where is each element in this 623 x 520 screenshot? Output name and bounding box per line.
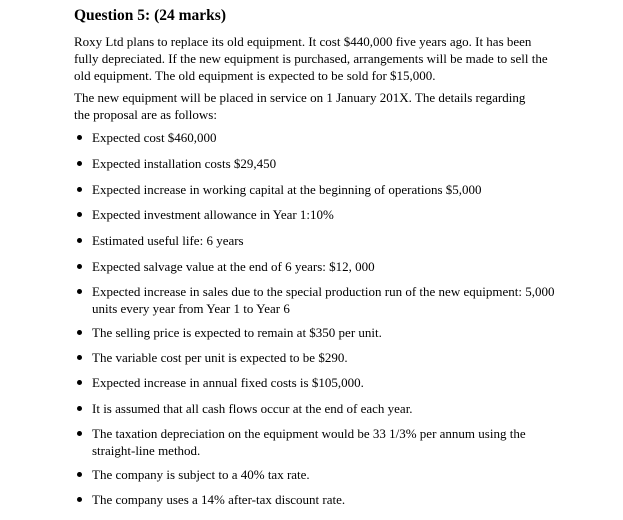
list-item-text: Expected investment allowance in Year 1:10% [92,207,334,222]
bullet-icon [77,289,82,294]
list-item-text: The taxation depreciation on the equipment would be 33 1/3% per annum using the straight-line method. [92,426,526,458]
list-item-text: Estimated useful life: 6 years [92,233,244,248]
bullet-icon [77,380,82,385]
list-item-text: Expected increase in annual fixed costs is $105,000. [92,375,364,390]
bullet-icon [77,264,82,269]
list-item-text: The selling price is expected to remain at $350 per unit. [92,325,382,340]
intro-paragraph: Roxy Ltd plans to replace its old equipment. It cost $440,000 five years ago. It has been fully depreciated. If the new equipment is purchased, arrangements will be made to sell the old equipment. The old equipment is expected to be sold for $15,000. [74,34,548,83]
bullet-icon [77,187,82,192]
list-item-text: The variable cost per unit is expected to be $290. [92,350,348,365]
bullet-icon [77,238,82,243]
list-item-text: The company uses a 14% after-tax discount rate. [92,492,346,507]
bullet-icon [77,330,82,335]
list-item-text: Expected salvage value at the end of 6 years: $12, 000 [92,259,375,274]
bullet-icon [77,472,82,477]
list-item-text: Expected increase in sales due to the special production run of the new equipment: 5,000 units every year from Year 1 to Year 6 [92,284,555,316]
bullet-icon [77,355,82,360]
list-item-text: It is assumed that all cash flows occur at the end of each year. [92,401,413,416]
bullet-icon [77,497,82,502]
list-item-text: The company is subject to a 40% tax rate. [92,467,310,482]
bullet-icon [77,431,82,436]
question-title: Question 5: (24 marks) [74,7,226,24]
details-paragraph: The new equipment will be placed in service on 1 January 201X. The details regarding the proposal are as follows: [74,90,526,122]
list-item-text: Expected cost $460,000 [92,130,217,145]
bullet-icon [77,161,82,166]
list-item-text: Expected installation costs $29,450 [92,156,277,171]
list-item-text: Expected increase in working capital at the beginning of operations $5,000 [92,182,482,197]
bullet-icon [77,212,82,217]
bullet-icon [77,406,82,411]
bullet-icon [77,135,82,140]
